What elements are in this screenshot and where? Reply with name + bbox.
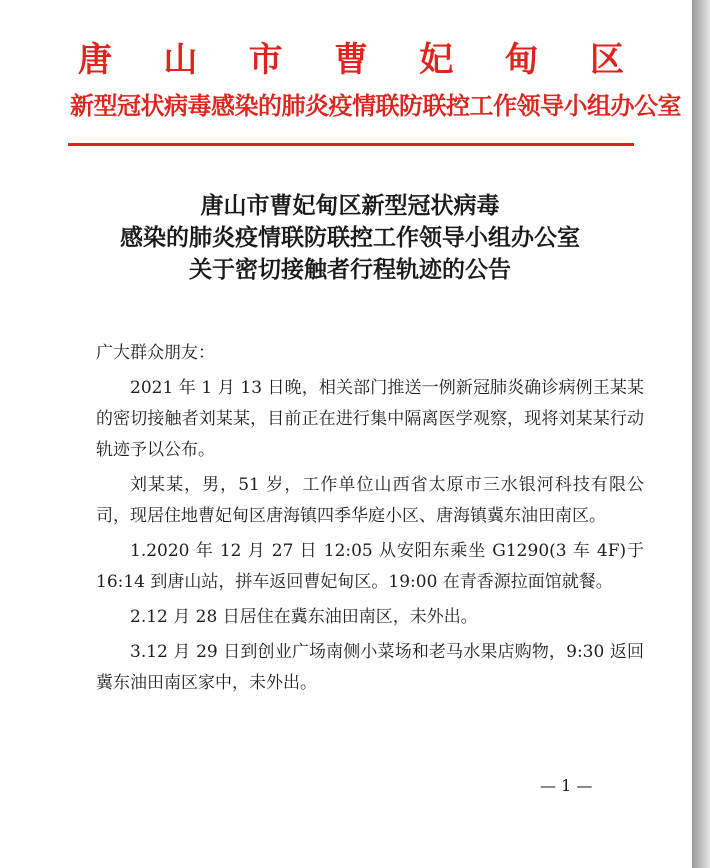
letterhead-char: 山 [163,40,198,80]
letterhead-divider [68,143,634,146]
letterhead-office: 新型冠状病毒感染的肺炎疫情联防联控工作领导小组办公室 [70,92,681,120]
letterhead-char: 市 [248,40,283,80]
letterhead-char: 甸 [504,40,539,80]
notice-title [80,190,620,286]
title-line-2: 感染的肺炎疫情联防联控工作领导小组办公室 [120,224,580,251]
notice-body [96,338,644,703]
letterhead-district [78,32,624,81]
body-paragraph: 刘某某，男，51 岁，工作单位山西省太原市三水银河科技有限公司，现居住地曹妃甸区唐海镇四季华庭小区、唐海镇冀东油田南区。 [96,475,644,526]
letterhead-char: 区 [589,40,624,80]
letterhead-char: 曹 [333,40,368,80]
letterhead-char: 妃 [419,40,454,80]
page-number: — 1 — [540,776,593,795]
title-line-3: 关于密切接触者行程轨迹的公告 [189,256,511,283]
page-edge-shadow [692,0,710,868]
body-paragraph: 2021 年 1 月 13 日晚，相关部门推送一例新冠肺炎确诊病例王某某的密切接触者刘某某，目前正在进行集中隔离医学观察，现将刘某某行动轨迹予以公布。 [96,378,644,460]
body-paragraph: 3.12 月 29 日到创业广场南侧小菜场和老马水果店购物，9:30 返回冀东油田南区家中，未外出。 [96,642,644,693]
body-paragraph: 2.12 月 28 日居住在冀东油田南区，未外出。 [130,607,478,627]
letterhead-char: 唐 [78,40,112,80]
title-line-1: 唐山市曹妃甸区新型冠状病毒 [200,192,500,219]
body-paragraph: 1.2020 年 12 月 27 日 12:05 从安阳东乘坐 G1290(3 车 4F)于 16:14 到唐山站，拼车返回曹妃甸区。19:00 在青香源拉面馆就餐。 [96,541,644,592]
greeting: 广大群众朋友： [96,343,215,363]
